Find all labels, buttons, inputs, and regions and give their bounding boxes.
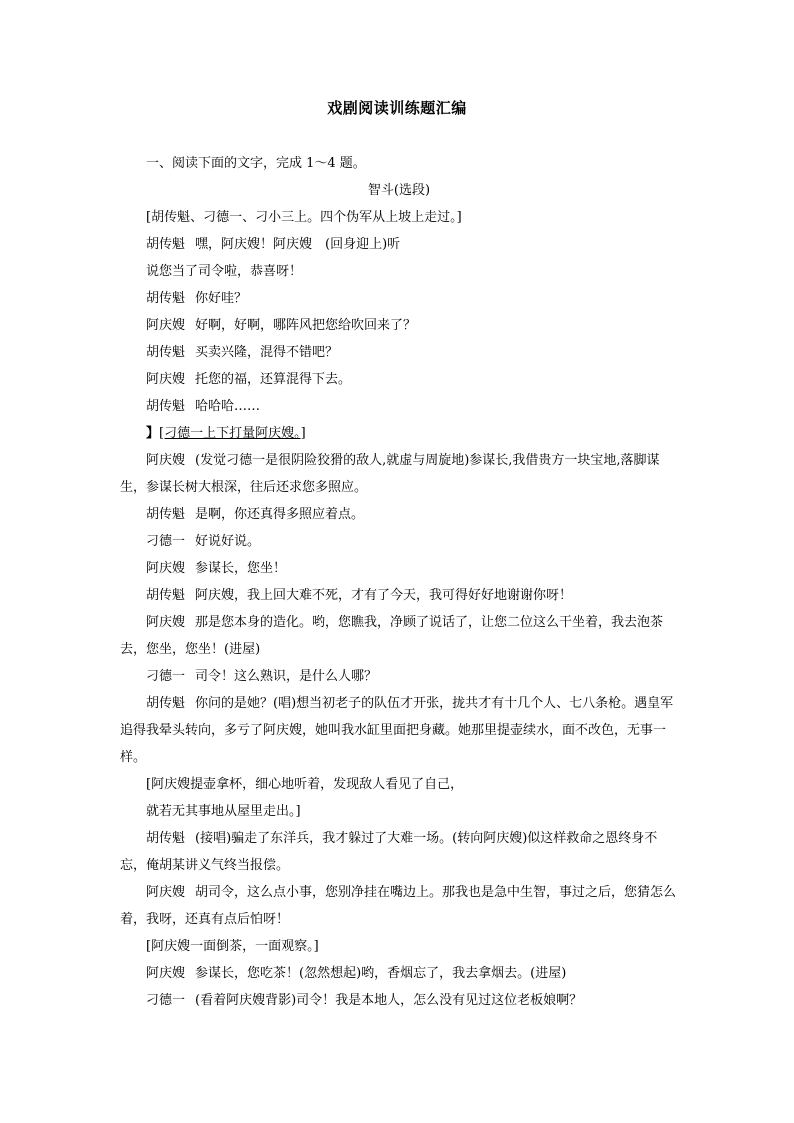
dialog-line [120, 879, 678, 933]
stage-direction: [胡传魁、刁德一、刁小三上。四个伪军从上坡上走过。] [146, 210, 462, 225]
speaker-name: 刁德一 [146, 669, 186, 684]
dialog-text: 哈哈哈…… [195, 399, 261, 414]
document-body [120, 150, 678, 1014]
stage-direction: [阿庆嫂一面倒茶，一面观察。] [146, 939, 319, 954]
speaker-name: 胡传魁 [146, 345, 186, 360]
dialog-text: 买卖兴隆，混得不错吧？ [195, 345, 339, 360]
speaker-name: 胡传魁 [146, 696, 186, 711]
dialog-line [120, 663, 678, 690]
stage-direction-text: [刁德一上下打量阿庆嫂。] [159, 426, 306, 441]
dialog-line [120, 339, 678, 366]
speaker-name: 阿庆嫂 [146, 966, 186, 981]
dialog-line [120, 366, 678, 393]
dialog-text: 那是您本身的造化。哟，您瞧我，净顾了说话了，让您二位这么干坐着，我去泡茶去，您坐，您坐！(进屋) [120, 615, 664, 657]
speaker-name: 阿庆嫂 [146, 453, 186, 468]
speaker-name: 阿庆嫂 [146, 318, 186, 333]
dialog-text: 托您的福，还算混得下去。 [195, 372, 352, 387]
speaker-name: 胡传魁 [146, 831, 186, 846]
dialog-text: 胡司令，这么点小事，您别净挂在嘴边上。那我也是急中生智，事过之后，您猜怎么着，我呀，还真有点后怕呀！ [120, 885, 677, 927]
speaker-name: 阿庆嫂 [146, 885, 186, 900]
dialog-line [120, 285, 678, 312]
dialog-text: 参谋长，您坐！ [195, 561, 287, 576]
dialog-text: 阿庆嫂，我上回大难不死，才有了今天，我可得好好地谢谢你呀！ [195, 588, 573, 603]
speaker-name: 胡传魁 [146, 291, 186, 306]
dialog-line [120, 690, 678, 771]
speaker-name: 胡传魁 [146, 399, 186, 414]
speaker-name: 刁德一 [146, 993, 186, 1008]
dialog-line [120, 528, 678, 555]
speaker-name: 刁德一 [146, 534, 186, 549]
script-lines [120, 204, 678, 1014]
continuation-line: 就若无其事地从屋里走出。] [146, 804, 301, 819]
dialog-line [120, 231, 678, 258]
continuation-line: 说您当了司令啦，恭喜呀！ [146, 264, 303, 279]
speaker-name: 阿庆嫂 [146, 561, 186, 576]
dialog-text: 你问的是她？(唱)想当初老子的队伍才开张，拢共才有十几个人、七八条枪。遇皇军追得我晕头转向，多亏了阿庆嫂，她叫我水缸里面把身藏。她那里提壶续水，面不改色，无事一样。 [120, 696, 674, 765]
excerpt-title: 智斗(选段) [367, 183, 431, 198]
dialog-line [120, 960, 678, 987]
question-instruction: 一、阅读下面的文字，完成 1～4 题。 [146, 156, 366, 171]
dialog-text: 好说好说。 [195, 534, 261, 549]
speaker-name: 阿庆嫂 [146, 372, 186, 387]
dialog-line [120, 447, 678, 501]
stage-direction [120, 420, 678, 447]
dialog-line [120, 582, 678, 609]
dialog-line [120, 393, 678, 420]
dialog-text: 参谋长，您吃茶！(忽然想起)哟，香烟忘了，我去拿烟去。(进屋) [195, 966, 567, 981]
speaker-name: 胡传魁 [146, 507, 186, 522]
dialog-line [120, 987, 678, 1014]
page-title: 戏剧阅读训练题汇编 [327, 99, 467, 117]
dialog-text: (发觉刁德一是很阴险狡猾的敌人,就虚与周旋地)参谋长,我借贵方一块宝地,落脚谋生，参谋长树大根深，往后还求您多照应。 [120, 453, 660, 495]
dialog-text: 好啊，好啊，哪阵风把您给吹回来了？ [195, 318, 417, 333]
dialog-text: (看着阿庆嫂背影)司令！我是本地人，怎么没有见过这位老板娘啊？ [195, 993, 583, 1008]
stage-direction: [阿庆嫂提壶拿杯，细心地听着，发现敌人看见了自己， [146, 777, 464, 792]
dialog-line [120, 825, 678, 879]
speaker-name: 胡传魁 [146, 237, 186, 252]
dialog-text: 嘿，阿庆嫂！阿庆嫂 (回身迎上)听 [195, 237, 401, 252]
dialog-line [120, 555, 678, 582]
dialog-text: 是啊，你还真得多照应着点。 [195, 507, 365, 522]
dialog-text: 你好哇？ [195, 291, 248, 306]
dialog-text: (接唱)骗走了东洋兵，我才躲过了大难一场。(转向阿庆嫂)似这样救命之恩终身不忘，俺胡某讲义气终当报偿。 [120, 831, 658, 873]
bracket-mark: 】 [146, 426, 160, 441]
dialog-text: 司令！这么熟识，是什么人哪？ [195, 669, 378, 684]
dialog-line [120, 609, 678, 663]
dialog-line [120, 312, 678, 339]
speaker-name: 阿庆嫂 [146, 615, 186, 630]
speaker-name: 胡传魁 [146, 588, 186, 603]
dialog-line [120, 501, 678, 528]
